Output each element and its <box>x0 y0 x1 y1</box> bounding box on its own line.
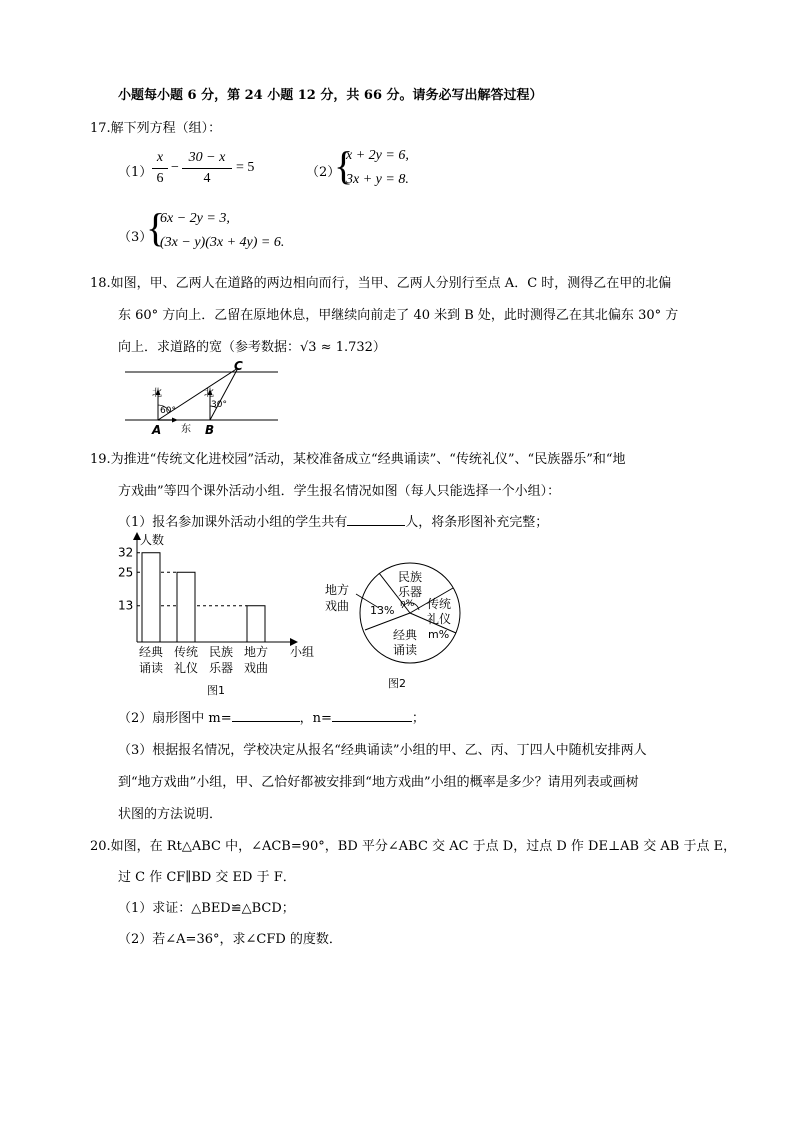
north-label-B: 北 <box>204 388 214 399</box>
q19-sub3-line3: 状图的方法说明． <box>118 807 223 822</box>
q17-stem: 17.解下列方程（组）： <box>90 121 222 136</box>
fig2-caption: 图2 <box>388 677 406 690</box>
answer-blank-m[interactable] <box>232 721 300 722</box>
pie-label-chuantong-pct: m% <box>428 628 450 641</box>
q17-p3-label: （3） <box>118 230 153 245</box>
answer-blank-total[interactable] <box>347 525 405 526</box>
category-label-0-0: 经典 <box>139 645 164 659</box>
q17-p1-rhs: = 5 <box>236 160 255 175</box>
category-label-1-0: 传统 <box>174 645 199 659</box>
point-B-label: B <box>205 423 215 437</box>
q17-p2-eq2: 3x + y = 8. <box>346 172 409 187</box>
y-tick-13: 13 <box>118 598 134 613</box>
y-axis-label: 人数 <box>140 533 165 547</box>
bar-chart <box>112 530 328 700</box>
angle-label-30: 30° <box>211 400 227 410</box>
q19-sub1 <box>118 511 548 530</box>
frac2-numerator: 30 − x <box>188 150 226 165</box>
q20-line1: 20.如图，在 Rt△ABC 中，∠ACB=90°，BD 平分∠ABC 交 AC 于点 D，过点 D 作 DE⊥AB 交 AB 于点 E， <box>90 839 737 854</box>
pie-label-jingdian-2: 诵读 <box>393 643 418 657</box>
category-label-2-1: 乐器 <box>209 661 234 675</box>
pie-label-difang-pct: 13% <box>370 604 395 617</box>
q19-sub3-line1: （3）根据报名情况，学校决定从报名“经典诵读”小组的甲、乙、丙、丁四人中随机安排两人 <box>118 743 647 758</box>
y-tick-25: 25 <box>118 565 134 580</box>
q20-sub2: （2）若∠A=36°，求∠CFD 的度数． <box>118 932 342 947</box>
bar-1 <box>177 572 195 642</box>
q17-p1-frac1 <box>152 149 168 188</box>
q19-sub2 <box>118 707 425 726</box>
pie-label-chuantong-2: 礼仪 <box>427 612 452 626</box>
frac2-denominator: 4 <box>203 171 211 186</box>
point-C-label: C <box>234 360 243 373</box>
q18-line2: 东 60° 方向上．乙留在原地休息，甲继续向前走了 40 米到 B 处，此时测得乙在其北偏东 30° 方 <box>118 308 679 323</box>
q17-p3-eq1: 6x − 2y = 3, <box>160 211 230 226</box>
y-tick-32: 32 <box>118 545 134 560</box>
bar-3 <box>247 606 265 642</box>
category-label-3-1: 戏曲 <box>244 661 269 675</box>
north-label-A: 北 <box>152 388 162 399</box>
pie-chart <box>320 558 470 696</box>
q17-p1-minus: − <box>171 160 179 175</box>
pie-label-difang-1: 地方 <box>325 583 350 597</box>
point-A-label: A <box>152 423 162 437</box>
east-arrowhead <box>172 418 178 423</box>
frac1-denominator: 6 <box>156 171 164 186</box>
q19-sub2-text-c: ； <box>411 711 425 726</box>
answer-blank-n[interactable] <box>332 721 412 722</box>
q19-sub3-line2: 到“地方戏曲”小组，甲、乙恰好都被安排到“地方戏曲”小组的概率是多少？请用列表或画树 <box>118 775 639 790</box>
q19-line2: 方戏曲”等四个课外活动小组．学生报名情况如图（每人只能选择一个小组）： <box>118 484 561 499</box>
pie-label-minzu-pct: n% <box>400 599 415 609</box>
fig1-caption: 图1 <box>207 684 225 697</box>
q17-p2-brace: { <box>334 143 354 188</box>
pie-label-chuantong-1: 传统 <box>427 597 452 611</box>
category-label-1-1: 礼仪 <box>174 661 199 675</box>
q17-p1-frac2 <box>182 149 232 188</box>
category-label-0-1: 诵读 <box>139 661 164 675</box>
east-label: 东 <box>181 424 191 435</box>
q19-sub1-text-a: （1）报名参加课外活动小组的学生共有 <box>118 515 348 530</box>
q18-figure <box>120 360 290 438</box>
frac1-numerator: x <box>156 150 164 165</box>
category-label-2-0: 民族 <box>209 645 234 659</box>
pie-label-difang-2: 戏曲 <box>325 599 350 613</box>
q17-p2-eq1: x + 2y = 6, <box>346 148 409 163</box>
angle-label-60: 60° <box>160 406 176 416</box>
category-label-3-0: 地方 <box>244 645 269 659</box>
pie-label-minzu-1: 民族 <box>398 570 423 584</box>
x-axis-label: 小组 <box>290 645 315 659</box>
q19-line1: 19.为推进“传统文化进校园”活动，某校准备成立“经典诵读”、“传统礼仪”、“民族器乐”和“地 <box>90 452 626 467</box>
line-BC <box>210 368 238 420</box>
pie-label-minzu-2: 乐器 <box>398 585 423 599</box>
q20-sub1: （1）求证：△BED≌△BCD； <box>118 901 295 916</box>
q17-p2-label: （2） <box>306 165 341 180</box>
pie-label-jingdian-1: 经典 <box>393 628 418 642</box>
q19-sub1-text-b: 人，将条形图补充完整； <box>405 515 549 530</box>
q19-sub2-text-b: ，n= <box>299 711 332 726</box>
q17-p1-label: （1） <box>118 165 153 180</box>
q19-sub2-text-a: （2）扇形图中 m= <box>118 711 232 726</box>
q17-p3-eq2: (3x − y)(3x + 4y) = 6. <box>160 235 285 250</box>
q18-line3: 向上．求道路的宽（参考数据：√3 ≈ 1.732） <box>118 340 386 355</box>
q18-line1: 18.如图，甲、乙两人在道路的两边相向而行，当甲、乙两人分别行至点 A．C 时，测得乙在甲的北偏 <box>90 276 672 291</box>
q17-p3-brace: { <box>146 205 166 250</box>
header-line: 小题每小题 6 分，第 24 小题 12 分，共 66 分。请务必写出解答过程） <box>118 88 543 103</box>
bar-0 <box>142 553 160 642</box>
q20-line2: 过 C 作 CF∥BD 交 ED 于 F． <box>118 870 296 885</box>
